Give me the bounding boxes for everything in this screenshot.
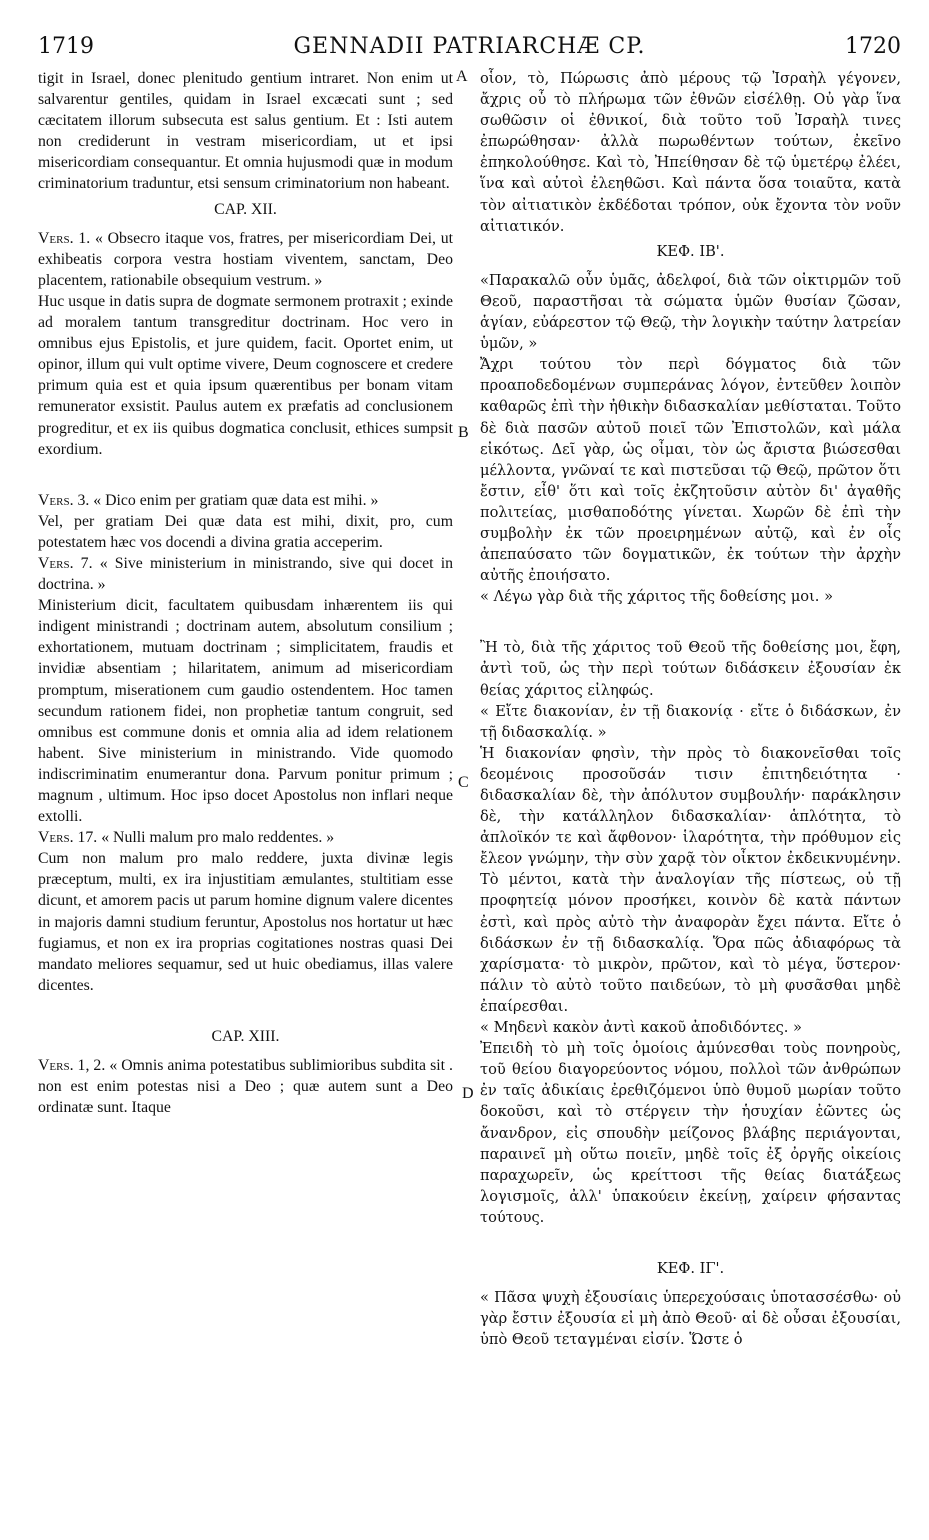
paragraph-text: « Obsecro itaque vos, fratres, per misericordiam Dei, ut exhibeatis corpora vestra hostiam viventem, sanctam, Deo placentem, rationabile obsequium vestrum. » (38, 229, 454, 289)
paragraph-text: « Εἴτε διακονίαν, ἐν τῇ διακονίᾳ · εἴτε ὁ διδάσκων, ἐν τῇ διδασκαλίᾳ. » (480, 702, 901, 741)
paragraph-text: Ἄχρι τούτου τὸν περὶ δόγματος διὰ τῶν προαποδεδομένων συμπεράνας λόγον, ἐντεῦθεν λοιπὸν καθαρῶς ἐπὶ τὴν ἠθικὴν διδασκαλίαν μεθίσταται. Τοῦτο δὲ διὰ πασῶν αὐτοῦ ποιεῖ τῶν Ἐπιστολῶν, καὶ μάλα εἰκότως. Δεῖ γὰρ, ὡς οἶμαι, τὸν ὡς ἄριστα βιώσεσθαι μέλλοντα, γνῶναί τε καὶ πιστεῦσαι τῷ Θεῷ, πρῶτον ὅτι ἔστιν, εἶθ' ὅτι καὶ τοῖς ἐκζητοῦσιν αὐτὸν δι' ἀγαθῆς πολιτείας, μισθαποδότης γίνεται. Χωρῶν δὲ ἐπὶ τὴν συμβολὴν ἐκ τῶν προειρημένων αὐτῷ, καὶ ἐν οἷς ἀπεπαύσατο τῶν δογματικῶν, ἐκ τούτων τὴν ἀρχὴν αὐτῆς ἐποιήσατο. (480, 356, 901, 585)
paragraph-text: Ἐπειδὴ τὸ μὴ τοῖς ὁμοίοις ἀμύνεσθαι τοὺς πονηροὺς, τοῦ θείου διαγορεύοντος νόμου, πολλοὶ τῶν ἀνθρώπων ἐν ταῖς ἀδικίαις ἐρεθιζόμενοι ὑπὸ θυμοῦ μωρίαν τοῦτο δοκοῦσι, καὶ τὸ στέργειν τὴν ἡσυχίαν ἐῶντες ὡς ἄνανδρον, εἰς σπουδὴν μείζονος βλάβης περιάγονται, παραινεῖ μὴ οὕτω ποιεῖν, μηδὲ τοῖς ἐξ ὀργῆς οἰκείοις παραχωρεῖν, ὡς κρείττοσι τῆς θείας διατάξεως λογισμοῖς, ἀλλ' ὑπακούειν ἐκείνῃ, χαίρειν φήσαντας τούτους. (480, 1040, 901, 1226)
paragraph-text: « Nulli malum pro malo reddentes. » (101, 829, 335, 847)
paragraph-text: « Omnis anima potestatibus sublimioribus subdita sit . non est enim potestas nisi a Deo ; quæ autem sunt a Deo ordinatæ sunt. Itaque (38, 1057, 453, 1117)
paragraph-text: Huc usque in datis supra de dogmate sermonem protraxit ; exinde ad moralem tantum transgreditur doctrinam. Hoc vero in omnibus ejus Epistolis, et jure quidem, facit. Oportet enim, ut opinor, illum qui vult optime vivere, Deum cognoscere et credere primum quia est et quia ipsum quærentibus per bonam vitam remunerator exsistit. Paulus autem ex præfatis ad conclusionem progreditur, et ex iis quibus dogmatica conclusit, ethices sumpsit exordium. (38, 292, 453, 458)
page-number-left: 1719 (38, 34, 94, 59)
latin-column (38, 68, 453, 1118)
paragraph-text: « Λέγω γὰρ διὰ τῆς χάριτος τῆς δοθείσης μοι. » (480, 588, 834, 606)
paragraph (38, 595, 453, 827)
paragraph (480, 701, 901, 743)
paragraph-text: Ἢ τὸ, διὰ τῆς χάριτος τοῦ Θεοῦ τῆς δοθείσης μοι, ἔφη, ἀντὶ τοῦ, ὡς τὴν περὶ τούτων διδάσκειν ἐξουσίαν ἐκ θείας χάριτος εἰληφώς. (480, 639, 901, 699)
page-header (38, 34, 901, 64)
verse-label: Vers. 1, 2. (38, 1057, 106, 1075)
paragraph-text: « Sive ministerium in ministrando, sive qui docet in doctrina. » (38, 554, 454, 594)
margin-marker-b: B (458, 424, 469, 441)
paragraph (480, 1038, 901, 1228)
paragraph-text: « Μηδενὶ κακὸν ἀντὶ κακοῦ ἀποδιδόντες. » (480, 1019, 802, 1037)
running-title: GENNADII PATRIARCHÆ CP. (293, 34, 646, 59)
margin-marker-a: A (456, 68, 468, 85)
paragraph (480, 1287, 901, 1350)
paragraph-text: Cum non malum pro malo reddere, juxta divinæ legis præceptum, multi, ex ira injustitiam æmulantes, stultitiam esse dicunt, et amorem pacis ut parum homine dignum valere dicentes in majoris damni studium feruntur, Apostolus nos hortatur ut hæc fugiamus, et non ex ira proprias cogitationes nostras quasi Dei mandato meliores sequamur, sed ut huic obediamus, illas valere dicentes. (38, 850, 453, 994)
paragraph (38, 553, 453, 595)
verse-label: Vers. 1. (38, 229, 91, 247)
paragraph (480, 68, 901, 237)
greek-column (480, 68, 901, 1350)
paragraph (38, 68, 453, 195)
paragraph (38, 848, 453, 996)
verse-label: Vers. 7. (38, 554, 93, 572)
paragraph-text: tigit in Israel, donec plenitudo gentium intraret. Non enim ut salvarentur gentiles, quidam in Israel excæcati sunt ; sed cæcitatem illorum subsecuta est salus gentium. Et : Isti autem non crediderunt in vestram misericordiam, ut et ipsi misericordiam consequantur. Et omnia hujusmodi quæ in modum criminatorium traduntur, etsi sensum criminatorium non habeant. (38, 70, 453, 193)
paragraph (38, 291, 453, 460)
chapter-heading: CAP. XII. (214, 200, 277, 218)
paragraph (38, 490, 453, 511)
paragraph (38, 228, 453, 291)
chapter-heading: ΚΕΦ. ΙΒ'. (656, 242, 725, 260)
paragraph (480, 354, 901, 586)
verse-label: Vers. 3. (38, 491, 90, 509)
paragraph-text: «Παρακαλῶ οὖν ὑμᾶς, ἀδελφοί, διὰ τῶν οἰκτιρμῶν τοῦ Θεοῦ, παραστῆσαι τὰ σώματα ὑμῶν θυσίαν ζῶσαν, ἁγίαν, εὐάρεστον τῷ Θεῷ, τὴν λογικὴν ταύτην λατρείαν ὑμῶν, » (480, 271, 901, 353)
paragraph (38, 827, 453, 848)
paragraph (480, 637, 901, 700)
chapter-heading: ΚΕΦ. ΙΓ'. (656, 1259, 725, 1277)
paragraph-text: « Dico enim per gratiam quæ data est mihi. » (93, 491, 379, 509)
paragraph (38, 511, 453, 553)
page-number-right: 1720 (845, 34, 901, 59)
paragraph (38, 1055, 453, 1118)
paragraph (480, 743, 901, 1017)
paragraph-text: Vel, per gratiam Dei quæ data est mihi, dixit, pro, cum potestatem hæc vos docendi a divina gratia acceperim. (38, 512, 453, 551)
margin-marker-d: D (462, 1085, 474, 1102)
chapter-heading: CAP. XIII. (211, 1027, 280, 1045)
paragraph-text: « Πᾶσα ψυχὴ ἐξουσίαις ὑπερεχούσαις ὑποτασσέσθω· οὐ γὰρ ἔστιν ἐξουσία εἰ μὴ ἀπὸ Θεοῦ· αἱ δὲ οὖσαι ἐξουσίαι, ὑπὸ Θεοῦ τεταγμέναι εἰσίν. Ὥστε ὁ (480, 1289, 901, 1349)
verse-label: Vers. 17. (38, 829, 98, 847)
paragraph-text: Ἡ διακονίαν φησὶν, τὴν πρὸς τὸ διακονεῖσθαι τοῖς δεομένοις προσοῦσάν τισιν ἐπιτηδειότητα · διδασκαλίαν δὲ, τὴν ἀπόλυτον συμβουλήν· παράκλησιν δὲ, τὴν κατάλληλον διδασκαλίαν· ἁπλότητα, τὸ ἀπλοϊκόν τε καὶ ἄφθονον· ἱλαρότητα, τὴν πρόθυμον εἰς ἔλεον γνώμην, τὴν σὺν χαρᾷ τὸν οἶκτον ἐκδεικνυμένην. Τὸ μέντοι, κατὰ τὴν ἀναλογίαν τῆς πίστεως, οὐ τῇ προφητείᾳ μόνον προσήκει, κοινὸν δὲ κατὰ πάντων ἐστὶ, καὶ πρὸς αὐτὸ τὴν ἀναφορὰν ἔχει πάντα. Εἴτε ὁ διδάσκων ἐν τῇ διδασκαλίᾳ. Ὅρα πῶς ἀδιαφόρως τὰ χαρίσματα· τὸ μικρὸν, πρῶτον, καὶ τὸ μέγα, ὕστερον· πάλιν τὸ αὐτὸ τοῦτο παιδεύων, τὸ μὴ φυσᾶσθαι μηδὲ ἐπαίρεσθαι. (480, 744, 901, 1015)
margin-marker-c: C (458, 774, 469, 791)
paragraph-text: Ministerium dicit, facultatem quibusdam inhærentem iis qui indigent ministrandi ; doctrinam autem, absolutum consilium ; exhortationem, mutuam doctrinam ; simplicitatem, fraudis et invidiæ absentiam ; hilaritatem, animum ad misericordiam promptum, miserationem cum gaudio ostendentem. Hoc tamen secundum rationem fidei, non prophetiæ tantum congruit, sed omnibus est commune donis et omnia alia ad idem relationem habent. Sive ministerium in ministrando. Vide quomodo indiscriminatim enumerantur dona. Parvum ponitur primum ; magnum , ultimum. Hoc ipso docet Apostolus non inflari neque extolli. (38, 597, 453, 826)
paragraph (480, 1017, 901, 1038)
paragraph (480, 270, 901, 354)
paragraph (480, 586, 901, 607)
paragraph-text: οἷον, τὸ, Πώρωσις ἀπὸ μέρους τῷ Ἰσραὴλ γέγονεν, ἄχρις οὗ τὸ πλήρωμα τῶν ἐθνῶν εἰσέλθῃ. Οὐ γὰρ ἵνα σωθῶσιν οἱ ἐθνικοί, διὰ τοῦτο τοῦ Ἰσραὴλ τινες ἐπωρώθησαν· ἀλλὰ πωρωθέντων τούτων, ἐκεῖνο ἐπηκολούθησε. Καὶ τὸ, Ἠπείθησαν δὲ τῷ ὑμετέρῳ ἐλέει, ἵνα καὶ αὐτοὶ ἐλεηθῶσι. Καὶ πάντα ὅσα τοιαῦτα, κατὰ τὸν αἰτιατικὸν ἐκδέδοται τρόπον, οὐκ ἔχοντα τὸν νοῦν αἰτιατικόν. (480, 70, 901, 235)
